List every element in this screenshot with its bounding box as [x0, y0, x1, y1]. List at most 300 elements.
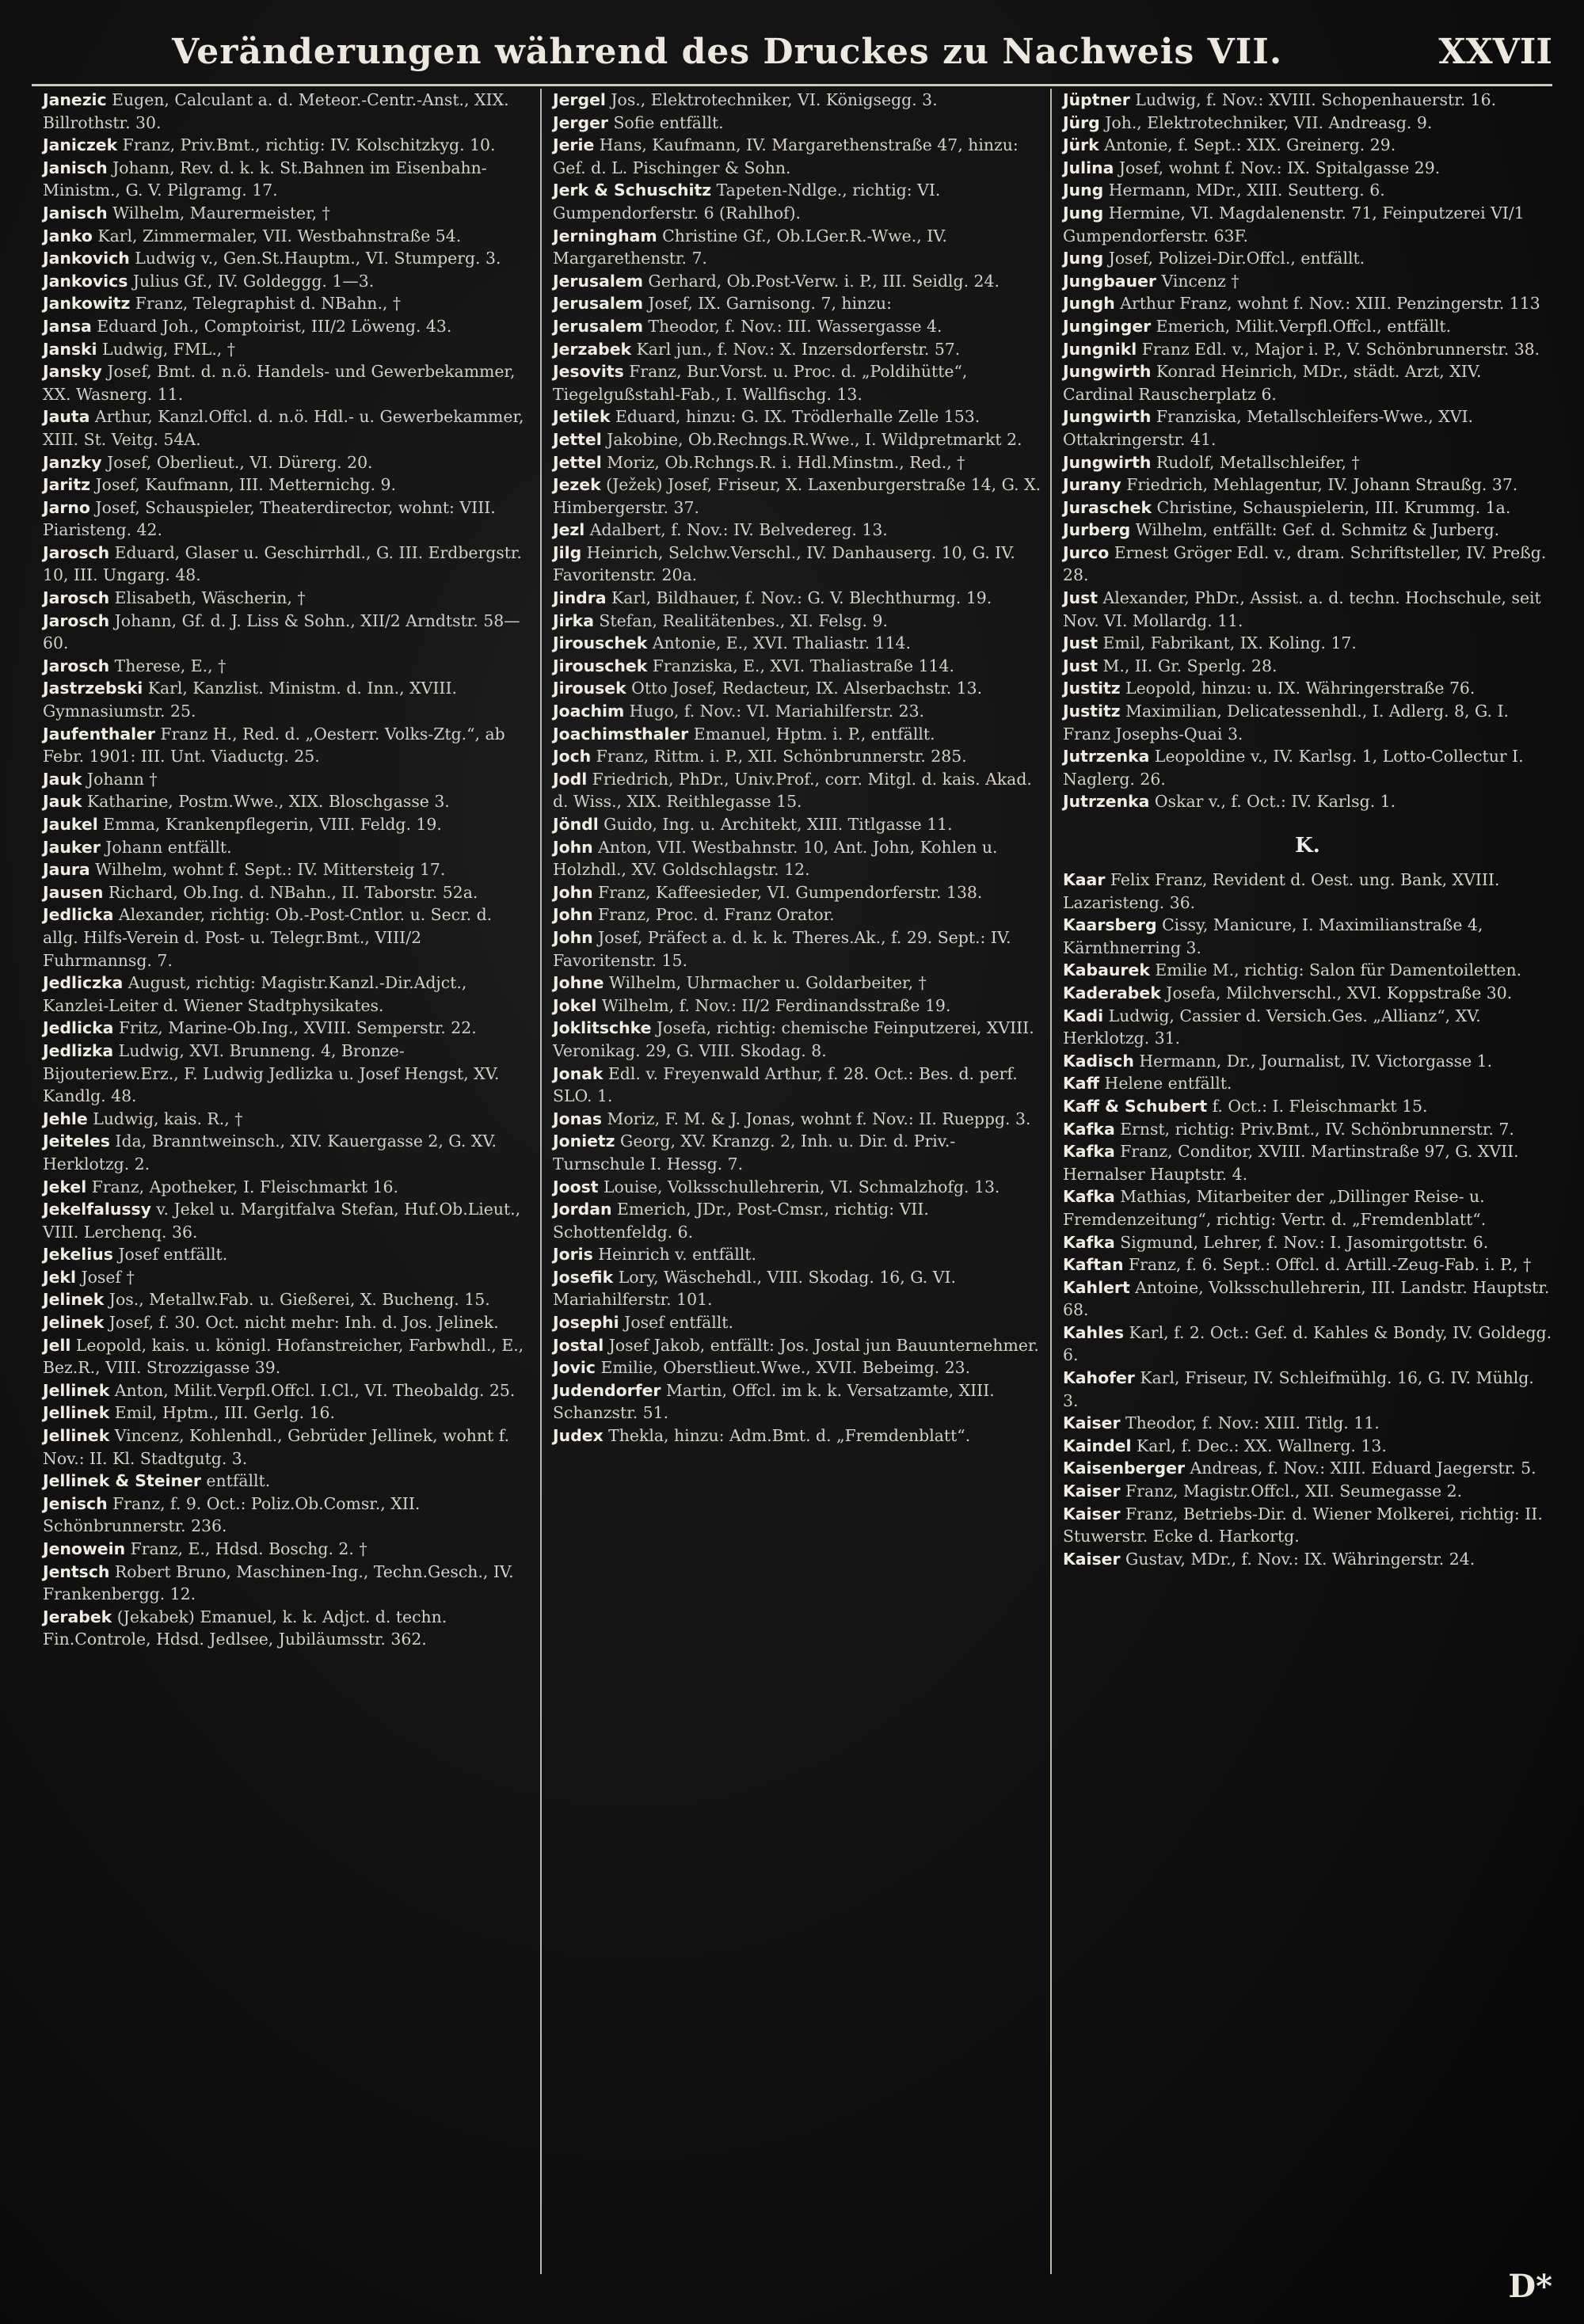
directory-entry	[1063, 655, 1552, 678]
directory-entry	[43, 1311, 532, 1334]
directory-entry	[1063, 292, 1552, 315]
entry-name: Jedlicka	[43, 1018, 114, 1038]
entry-details: Wilhelm, Uhrmacher u. Goldarbeiter, †	[604, 973, 927, 993]
entry-name: Johne	[553, 973, 604, 993]
entry-details: Franz, E., Hdsd. Boschg. 2. †	[125, 1539, 367, 1558]
entry-name: Kaiser	[1063, 1482, 1121, 1501]
directory-entry	[43, 972, 532, 1017]
directory-entry	[1063, 700, 1552, 745]
entry-details: f. Oct.: I. Fleischmarkt 15.	[1207, 1096, 1428, 1116]
directory-entry	[1063, 451, 1552, 474]
entry-name: Joost	[553, 1177, 599, 1196]
entry-details: Thekla, hinzu: Adm.Bmt. d. „Fremdenblatt“.	[603, 1426, 971, 1446]
entry-details: M., II. Gr. Sperlg. 28.	[1098, 656, 1277, 675]
entry-name: Kadi	[1063, 1006, 1104, 1025]
directory-entry	[553, 428, 1042, 451]
entry-name: Kaarsberg	[1063, 915, 1157, 935]
entry-details: Antonie, f. Sept.: XIX. Greinerg. 29.	[1099, 135, 1396, 155]
entry-details: Karl, f. 2. Oct.: Gef. d. Kahles & Bondy, IV. Goldegg. 6.	[1063, 1322, 1552, 1365]
entry-details: Franz, Proc. d. Franz Orator.	[592, 905, 835, 925]
entry-name: Joris	[553, 1245, 593, 1265]
entry-details: Christine Gf., Ob.LGer.R.-Wwe., IV. Margarethenstr. 7.	[553, 226, 947, 268]
directory-entry	[553, 225, 1042, 270]
entry-details: Hermine, VI. Magdalenenstr. 71, Feinputzerei VI/1 Gumpendorferstr. 63F.	[1063, 203, 1525, 245]
entry-name: Jilg	[553, 542, 582, 562]
entry-details: Moriz, Ob.Rchngs.R. i. Hdl.Minstm., Red., †	[601, 452, 965, 472]
entry-name: Jarno	[43, 497, 90, 517]
entry-name: Jelinek	[43, 1290, 105, 1310]
directory-entry	[553, 519, 1042, 542]
directory-entry	[1063, 134, 1552, 157]
entry-details: Moriz, F. M. & J. Jonas, wohnt f. Nov.: II. Rueppg. 3.	[602, 1109, 1031, 1128]
entry-name: Jutrzenka	[1063, 747, 1150, 766]
entry-details: Franz H., Red. d. „Oesterr. Volks-Ztg.“, ab Febr. 1901: III. Unt. Viaductg. 25.	[43, 724, 505, 766]
entry-name: Jurberg	[1063, 520, 1131, 540]
entry-details: Sofie entfällt.	[607, 112, 724, 132]
entry-name: Jürg	[1063, 112, 1100, 132]
entry-name: Just	[1063, 656, 1098, 675]
directory-entry	[1063, 1095, 1552, 1118]
entry-details: Fritz, Marine-Ob.Ing., XVIII. Semperstr. 22.	[113, 1018, 477, 1038]
entry-name: Just	[1063, 633, 1098, 653]
entry-details: Karl jun., f. Nov.: X. Inzersdorferstr. 57.	[631, 339, 961, 359]
entry-details: Ludwig, kais. R., †	[87, 1109, 243, 1128]
directory-entry	[43, 542, 532, 587]
directory-entry	[43, 1176, 532, 1199]
entry-name: Jaufenthaler	[43, 724, 155, 744]
entry-details: (Jekabek) Emanuel, k. k. Adjct. d. techn. Fin.Controle, Hdsd. Jedlsee, Jubiläumsstr. 362.	[43, 1607, 447, 1649]
directory-entry	[43, 1606, 532, 1651]
entry-name: Kahlert	[1063, 1277, 1130, 1297]
entry-name: Jekl	[43, 1267, 76, 1287]
entry-details: Wilhelm, entfällt: Gef. d. Schmitz & Jurberg.	[1130, 520, 1500, 540]
entry-details: Georg, XV. Kranzg. 2, Inh. u. Dir. d. Priv.-Turnschule I. Hessg. 7.	[553, 1132, 956, 1173]
entry-details: Wilhelm, Maurermeister, †	[107, 203, 330, 223]
directory-entry	[43, 610, 532, 655]
entry-details: Emilie, Oberstlieut.Wwe., XVII. Bebeimg. 23.	[595, 1358, 971, 1378]
entry-name: Kaisenberger	[1063, 1459, 1185, 1478]
entry-name: Judendorfer	[553, 1380, 661, 1400]
entry-name: Kabaurek	[1063, 960, 1150, 980]
entry-details: Franz, Kaffeesieder, VI. Gumpendorferstr. 138.	[592, 882, 983, 902]
entry-name: Jauk	[43, 769, 82, 789]
directory-entry	[1063, 1118, 1552, 1141]
directory-entry	[1063, 270, 1552, 293]
directory-entry	[43, 655, 532, 678]
entry-details: Franz, Telegraphist d. NBahn., †	[130, 294, 402, 314]
directory-entry	[1063, 338, 1552, 361]
column-1	[32, 89, 540, 2274]
directory-entry	[1063, 587, 1552, 632]
entry-details: Theodor, f. Nov.: III. Wassergasse 4.	[642, 316, 942, 336]
directory-entry	[1063, 632, 1552, 655]
directory-entry	[553, 360, 1042, 405]
entry-details: Friedrich, PhDr., Univ.Prof., corr. Mitgl. d. kais. Akad. d. Wiss., XIX. Reithlegasse 15.	[553, 769, 1032, 812]
entry-details: Vincenz, Kohlenhdl., Gebrüder Jellinek, wohnt f. Nov.: II. Kl. Stadtgutg. 3.	[43, 1426, 510, 1468]
entry-name: Julina	[1063, 158, 1114, 177]
directory-entry	[43, 451, 532, 474]
directory-entry	[43, 1493, 532, 1538]
directory-entry	[43, 1017, 532, 1040]
entry-name: Jirousek	[553, 679, 626, 698]
entry-name: Jellinek	[43, 1426, 110, 1446]
directory-entry	[553, 179, 1042, 224]
entry-name: Jindra	[553, 588, 607, 608]
entry-name: Kahles	[1063, 1322, 1125, 1342]
entry-name: Jedliczka	[43, 973, 124, 993]
entry-name: Jarosch	[43, 588, 110, 608]
entry-name: Jerusalem	[553, 294, 643, 314]
directory-entry	[1063, 1005, 1552, 1050]
entry-name: Jonas	[553, 1109, 603, 1128]
directory-entry	[553, 1243, 1042, 1266]
entry-details: Ludwig, FML., †	[97, 339, 235, 359]
entry-details: Arthur Franz, wohnt f. Nov.: XIII. Penzingerstr. 113	[1114, 294, 1540, 314]
entry-details: Karl, Friseur, IV. Schleifmühlg. 16, G. IV. Mühlg. 3.	[1063, 1368, 1534, 1410]
entry-name: Jungwirth	[1063, 452, 1152, 472]
entry-details: Gerhard, Ob.Post-Verw. i. P., III. Seidlg. 24.	[642, 271, 1000, 291]
entry-name: Jerusalem	[553, 271, 643, 291]
columns	[32, 89, 1560, 2274]
entry-details: Emerich, JDr., Post-Cmsr., richtig: VII. Schottenfeldg. 6.	[553, 1200, 929, 1242]
directory-entry	[553, 1334, 1042, 1357]
directory-entry	[43, 768, 532, 791]
directory-entry	[1063, 1435, 1552, 1458]
entry-name: Jurany	[1063, 475, 1121, 495]
directory-entry	[553, 995, 1042, 1017]
entry-details: entfällt.	[200, 1471, 271, 1491]
entry-name: Jettel	[553, 452, 602, 472]
entry-name: Jellinek	[43, 1380, 110, 1400]
entry-details: Franz, Apotheker, I. Fleischmarkt 16.	[86, 1177, 398, 1196]
entry-details: Sigmund, Lehrer, f. Nov.: I. Jasomirgottstr. 6.	[1114, 1232, 1489, 1252]
directory-entry	[43, 903, 532, 972]
entry-name: Jostal	[553, 1335, 604, 1355]
directory-entry	[553, 1108, 1042, 1131]
entry-name: Jesovits	[553, 362, 624, 382]
directory-entry	[43, 587, 532, 610]
directory-entry	[1063, 247, 1552, 270]
entry-name: Jentsch	[43, 1561, 110, 1581]
directory-entry	[553, 1266, 1042, 1311]
entry-name: Jerk & Schuschitz	[553, 181, 712, 200]
entry-details: Josef entfällt.	[112, 1245, 228, 1265]
entry-details: Franz, f. 9. Oct.: Poliz.Ob.Comsr., XII. Schönbrunnerstr. 236.	[43, 1493, 421, 1536]
entry-details: Josef, wohnt f. Nov.: IX. Spitalgasse 29.	[1114, 158, 1441, 177]
page-header	[32, 24, 1552, 79]
directory-entry	[1063, 1367, 1552, 1412]
entry-details: Franz, f. 6. Sept.: Offcl. d. Artill.-Zeug-Fab. i. P., †	[1123, 1255, 1532, 1275]
directory-entry	[43, 1538, 532, 1561]
entry-name: Kafka	[1063, 1232, 1115, 1252]
entry-name: Jung	[1063, 249, 1104, 268]
directory-entry	[43, 1424, 532, 1470]
directory-entry	[1063, 89, 1552, 112]
directory-entry	[553, 836, 1042, 881]
directory-entry	[1063, 405, 1552, 451]
entry-name: Jenowein	[43, 1539, 126, 1558]
directory-entry	[1063, 519, 1552, 542]
directory-entry	[43, 836, 532, 859]
directory-entry	[43, 1561, 532, 1606]
entry-details: Richard, Ob.Ing. d. NBahn., II. Taborstr. 52a.	[103, 882, 478, 902]
directory-entry	[553, 112, 1042, 135]
directory-entry	[1063, 112, 1552, 135]
entry-name: Jauta	[43, 407, 90, 427]
entry-name: Just	[1063, 588, 1098, 608]
entry-details: Theodor, f. Nov.: XIII. Titlg. 11.	[1120, 1413, 1380, 1433]
entry-details: Karl, Kanzlist. Ministm. d. Inn., XVIII. Gymnasiumstr. 25.	[43, 679, 457, 721]
directory-entry	[43, 1040, 532, 1108]
entry-name: Jekel	[43, 1177, 87, 1196]
entry-name: Jürk	[1063, 135, 1099, 155]
entry-details: Antoine, Volksschullehrerin, III. Landstr. Hauptstr. 68.	[1063, 1277, 1550, 1320]
entry-details: Maximilian, Delicatessenhdl., I. Adlerg. 8, G. I. Franz Josephs-Quai 3.	[1063, 702, 1510, 744]
entry-name: Kaar	[1063, 870, 1106, 889]
directory-entry	[553, 1424, 1042, 1447]
entry-details: v. Jekel u. Margitfalva Stefan, Huf.Ob.Lieut., VIII. Lerchenq. 36.	[43, 1200, 521, 1242]
directory-entry	[43, 247, 532, 270]
entry-name: Jung	[1063, 203, 1104, 223]
entry-details: Christine, Schauspielerin, III. Krummg. 1a.	[1152, 497, 1511, 517]
entry-details: Ludwig, XVI. Brunneng. 4, Bronze-Bijouteriew.Erz., F. Ludwig Jedlizka u. Josef Hengst, XV. Kandlg. 48.	[43, 1040, 500, 1106]
directory-entry	[43, 881, 532, 904]
entry-details: Franz Edl. v., Major i. P., V. Schönbrunnerstr. 38.	[1137, 339, 1540, 359]
entry-details: Ida, Branntweinsch., XIV. Kauergasse 2, G. XV. Herklotzg. 2.	[43, 1132, 497, 1173]
directory-entry	[1063, 1276, 1552, 1322]
entry-name: Jodl	[553, 769, 588, 789]
entry-details: Josef, Präfect a. d. k. k. Theres.Ak., f. 29. Sept.: IV. Favoritenstr. 15.	[553, 927, 1011, 970]
entry-name: Jellinek & Steiner	[43, 1471, 201, 1491]
entry-details: Robert Bruno, Maschinen-Ing., Techn.Gesch., IV. Frankenbergg. 12.	[43, 1561, 514, 1604]
directory-entry	[43, 677, 532, 722]
entry-name: Jelinek	[43, 1313, 105, 1333]
entry-name: Jonak	[553, 1063, 604, 1083]
entry-name: Janski	[43, 339, 97, 359]
entry-details: Hermann, MDr., XIII. Seutterg. 6.	[1103, 181, 1385, 200]
entry-details: Mathias, Mitarbeiter der „Dillinger Reise- u. Fremdenzeitung“, richtig: Vertr. d. „Fremdenblatt“.	[1063, 1187, 1487, 1229]
directory-entry	[553, 926, 1042, 972]
directory-entry	[553, 972, 1042, 995]
entry-name: Jerabek	[43, 1607, 112, 1626]
directory-entry	[553, 338, 1042, 361]
directory-entry	[1063, 202, 1552, 247]
entry-name: Jirka	[553, 610, 594, 630]
entry-name: Jovic	[553, 1358, 596, 1378]
directory-entry	[553, 292, 1042, 315]
entry-details: Johann, Rev. d. k. k. St.Bahnen im Eisenbahn-Ministm., G. V. Pilgramg. 17.	[43, 158, 487, 200]
entry-name: Jausen	[43, 882, 104, 902]
signature-mark: D*	[1508, 2268, 1552, 2305]
entry-details: Guido, Ing. u. Architekt, XIII. Titlgasse 11.	[598, 815, 953, 834]
entry-name: Kafka	[1063, 1187, 1115, 1207]
entry-name: Kafka	[1063, 1142, 1115, 1162]
entry-name: Jungbauer	[1063, 271, 1156, 291]
directory-entry	[43, 474, 532, 496]
directory-entry	[553, 587, 1042, 610]
entry-name: Jankovich	[43, 249, 130, 268]
entry-details: Otto Josef, Redacteur, IX. Alserbachstr. 13.	[626, 679, 983, 698]
directory-entry	[43, 1379, 532, 1402]
entry-name: Jerie	[553, 135, 595, 155]
directory-entry	[43, 1288, 532, 1311]
directory-entry	[43, 1198, 532, 1243]
entry-name: Kaiser	[1063, 1549, 1121, 1569]
directory-entry	[43, 1334, 532, 1379]
directory-entry	[43, 134, 532, 157]
entry-details: Jakobine, Ob.Rechngs.R.Wwe., I. Wildpretmarkt 2.	[601, 429, 1022, 449]
directory-entry	[43, 1470, 532, 1493]
entry-details: Antonie, E., XVI. Thaliastr. 114.	[647, 633, 911, 653]
entry-name: Janisch	[43, 203, 108, 223]
column-2	[540, 89, 1050, 2274]
entry-details: Therese, E., †	[109, 656, 227, 675]
entry-name: Jarosch	[43, 656, 110, 675]
header-rule	[32, 84, 1552, 86]
directory-entry	[1063, 869, 1552, 914]
entry-details: Julius Gf., IV. Goldeggg. 1—3.	[128, 271, 375, 291]
entry-name: Jaukel	[43, 815, 98, 834]
directory-entry	[553, 1379, 1042, 1424]
entry-name: John	[553, 905, 593, 925]
entry-name: Jauker	[43, 837, 101, 857]
directory-entry	[553, 1311, 1042, 1334]
entry-details: Josef, Bmt. d. n.ö. Handels- und Gewerbekammer, XX. Wasnerg. 11.	[43, 362, 516, 404]
entry-details: Eugen, Calculant a. d. Meteor.-Centr.-Anst., XIX. Billrothstr. 30.	[43, 90, 509, 132]
directory-entry	[553, 315, 1042, 338]
directory-entry	[1063, 1253, 1552, 1276]
entry-details: Josef Jakob, entfällt: Jos. Jostal jun Bauunternehmer.	[604, 1335, 1039, 1355]
directory-entry	[553, 1063, 1042, 1108]
directory-entry	[553, 1130, 1042, 1175]
directory-entry	[553, 89, 1042, 112]
entry-name: Kaderabek	[1063, 983, 1161, 1002]
entry-name: Jerusalem	[553, 316, 643, 336]
directory-entry	[43, 1108, 532, 1131]
entry-details: Franziska, E., XVI. Thaliastraße 114.	[647, 656, 954, 675]
directory-entry	[1063, 542, 1552, 587]
directory-entry	[43, 292, 532, 315]
entry-details: Karl, Bildhauer, f. Nov.: G. V. Blechthurmg. 19.	[606, 588, 992, 608]
entry-details: Ludwig, Cassier d. Versich.Ges. „Allianz“, XV. Herklotzg. 31.	[1063, 1006, 1481, 1048]
directory-entry	[1063, 677, 1552, 700]
directory-entry	[1063, 1548, 1552, 1571]
entry-details: Lory, Wäschehdl., VIII. Skodag. 16, G. VI. Mariahilferstr. 101.	[553, 1267, 957, 1310]
directory-entry	[553, 1176, 1042, 1199]
directory-entry	[553, 134, 1042, 179]
entry-details: Johann entfällt.	[100, 837, 232, 857]
entry-details: Wilhelm, f. Nov.: II/2 Ferdinandsstraße 19.	[596, 995, 951, 1015]
entry-details: Josef, f. 30. Oct. nicht mehr: Inh. d. Jos. Jelinek.	[104, 1313, 499, 1333]
entry-details: Emil, Hptm., III. Gerlg. 16.	[109, 1403, 336, 1423]
entry-details: Emanuel, Hptm. i. P., entfällt.	[688, 724, 935, 744]
entry-details: Friedrich, Mehlagentur, IV. Johann Straußg. 37.	[1121, 475, 1518, 495]
entry-name: Kafka	[1063, 1119, 1115, 1139]
directory-entry	[553, 723, 1042, 746]
entry-name: Jettel	[553, 429, 602, 449]
directory-entry	[1063, 474, 1552, 496]
directory-entry	[553, 700, 1042, 723]
entry-name: Jell	[43, 1335, 71, 1355]
directory-entry	[1063, 1185, 1552, 1230]
directory-entry	[553, 768, 1042, 813]
entry-name: Kaff & Schubert	[1063, 1096, 1208, 1116]
directory-entry	[1063, 360, 1552, 405]
column-3	[1050, 89, 1560, 2274]
directory-entry	[43, 1130, 532, 1175]
directory-entry	[553, 881, 1042, 904]
directory-entry	[1063, 1503, 1552, 1548]
directory-entry	[553, 903, 1042, 926]
entry-name: Kaiser	[1063, 1504, 1121, 1523]
entry-details: Louise, Volksschullehrerin, VI. Schmalzhofg. 13.	[598, 1177, 1000, 1196]
entry-name: Jenisch	[43, 1493, 108, 1513]
entry-details: Andreas, f. Nov.: XIII. Eduard Jaegerstr. 5.	[1185, 1459, 1536, 1478]
entry-name: Jastrzebski	[43, 679, 143, 698]
entry-name: Jüptner	[1063, 90, 1130, 109]
directory-entry	[1063, 157, 1552, 180]
directory-entry	[553, 542, 1042, 587]
directory-entry	[553, 474, 1042, 519]
entry-name: Jeiteles	[43, 1132, 110, 1151]
entry-details: Josef, Polizei-Dir.Offcl., entfällt.	[1103, 249, 1365, 268]
directory-entry	[43, 790, 532, 813]
entry-name: Jokel	[553, 995, 597, 1015]
directory-entry	[1063, 179, 1552, 202]
directory-entry	[43, 1266, 532, 1289]
directory-entry	[553, 655, 1042, 678]
entry-name: Janiczek	[43, 135, 118, 155]
entry-name: Janezic	[43, 90, 107, 109]
entry-details: Cissy, Manicure, I. Maximilianstraße 4, Kärnthnerring 3.	[1063, 915, 1483, 957]
entry-details: Heinrich v. entfällt.	[592, 1245, 756, 1265]
entry-name: Jauk	[43, 792, 82, 812]
entry-details: Vincenz †	[1156, 271, 1239, 291]
entry-name: Jaura	[43, 860, 90, 880]
entry-name: Jellinek	[43, 1403, 110, 1423]
entry-name: Jurco	[1063, 542, 1110, 562]
entry-details: Anton, Milit.Verpfl.Offcl. I.Cl., VI. Theobaldg. 25.	[109, 1380, 516, 1400]
entry-details: Franziska, Metallschleifers-Wwe., XVI. Ottakringerstr. 41.	[1063, 407, 1474, 449]
entry-name: Jung	[1063, 181, 1104, 200]
page-number: XXVII	[1438, 31, 1552, 72]
entry-details: Karl, f. Dec.: XX. Wallnerg. 13.	[1131, 1436, 1387, 1455]
entry-name: Jerzabek	[553, 339, 632, 359]
page-title: Veränderungen während des Druckes zu Nachweis VII.	[172, 31, 1283, 72]
entry-name: Kahofer	[1063, 1368, 1135, 1388]
entry-details: Leopold, kais. u. königl. Hofanstreicher, Farbwhdl., E., Bez.R., VIII. Strozzigasse 39.	[43, 1335, 524, 1378]
directory-entry	[553, 813, 1042, 836]
entry-details: Tapeten-Ndlge., richtig: VI. Gumpendorferstr. 6 (Rahlhof).	[553, 181, 941, 223]
entry-details: Edl. v. Freyenwald Arthur, f. 28. Oct.: Bes. d. perf. SLO. 1.	[553, 1063, 1018, 1106]
directory-entry	[1063, 315, 1552, 338]
directory-entry	[43, 1243, 532, 1266]
entry-details: Felix Franz, Revident d. Oest. ung. Bank, XVIII. Lazaristeng. 36.	[1063, 870, 1500, 912]
entry-name: Jergel	[553, 90, 606, 109]
entry-name: Jirouschek	[553, 633, 648, 653]
entry-details: Leopold, hinzu: u. IX. Währingerstraße 76.	[1120, 679, 1475, 698]
entry-details: Franz, Betriebs-Dir. d. Wiener Molkerei, richtig: II. Stuwerstr. Ecke d. Harkortg.	[1063, 1504, 1543, 1546]
entry-name: Jedlizka	[43, 1040, 114, 1060]
entry-name: Joklitschke	[553, 1018, 652, 1038]
entry-details: (Ježek) Josef, Friseur, X. Laxenburgerstraße 14, G. X. Himbergerstr. 37.	[553, 475, 1041, 517]
directory-entry	[553, 677, 1042, 700]
directory-entry	[553, 1356, 1042, 1379]
entry-name: Jungwirth	[1063, 362, 1152, 382]
entry-details: Eduard, hinzu: G. IX. Trödlerhalle Zelle 153.	[610, 407, 980, 427]
entry-name: Junginger	[1063, 316, 1152, 336]
entry-name: Kaindel	[1063, 1436, 1132, 1455]
